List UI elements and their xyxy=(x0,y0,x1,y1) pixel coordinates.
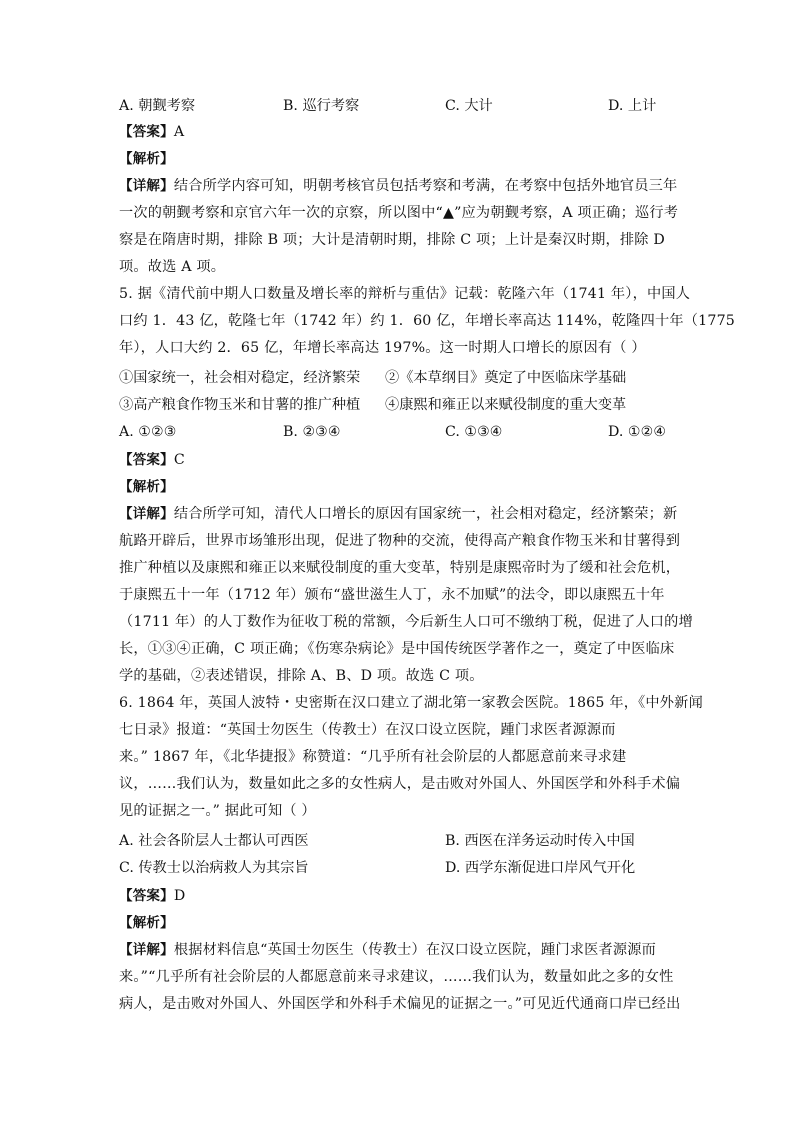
q5-detail-line: 航路开辟后，世界市场雏形出现，促进了物种的交流，使得高产粮食作物玉米和甘薯得到 xyxy=(119,533,681,549)
detail-tag: 【详解】 xyxy=(119,178,174,194)
q6-stem-line: 6. 1864 年，英国人波特・史密斯在汉口建立了湖北第一家教会医院。1865 年，《中外新闻 xyxy=(119,695,703,711)
q4-option-b: B. 巡行考察 xyxy=(283,98,360,114)
q5-stem-line: 5. 据《清代前中期人口数量及增长率的辩析与重估》记载：乾隆六年（1741 年），中国人 xyxy=(119,286,691,302)
answer-value: C xyxy=(173,452,185,468)
q5-detail-line: 推广种植以及康熙和雍正以来赋役制度的重大变革，特别是康熙帝时为了缓和社会危机， xyxy=(119,560,681,576)
q6-detail-line: 病人，是击败对外国人、外国医学和外科手术偏见的证据之一。”可见近代通商口岸已经出 xyxy=(119,996,681,1012)
q5-detail-line: 学的基础，②表述错误，排除 A、B、D 项。故选 C 项。 xyxy=(119,668,484,684)
q5-item-4: ④康熙和雍正以来赋役制度的重大变革 xyxy=(385,397,627,413)
q5-stem-line: 年），人口大约 2．65 亿，年增长率高达 197%。这一时期人口增长的原因有（ ） xyxy=(119,340,646,356)
q5-analysis xyxy=(119,478,679,496)
answer-tag: 【答案】 xyxy=(119,888,174,904)
q6-option-b: B. 西医在洋务运动时传入中国 xyxy=(445,833,635,849)
q5-stem-line: 口约 1．43 亿，乾隆七年（1742 年）约 1．60 亿，年增长率高达 114%，乾隆四十年（1775 xyxy=(119,313,736,329)
answer-value: D xyxy=(173,888,186,904)
answer-value: A xyxy=(173,124,185,140)
q5-detail-line: 长，①③④正确，C 项正确；《伤寒杂病论》是中国传统医学著作之一，奠定了中医临床 xyxy=(119,641,675,657)
q4-option-c: C. 大计 xyxy=(445,98,493,114)
q5-item-3: ③高产粮食作物玉米和甘薯的推广种植 xyxy=(119,397,361,413)
q6-option-c: C. 传教士以治病救人为其宗旨 xyxy=(119,860,309,876)
q6-option-a: A. 社会各阶层人士都认可西医 xyxy=(119,833,309,849)
q5-option-c: C. ①③④ xyxy=(445,424,503,440)
q4-option-a: A. 朝觐考察 xyxy=(119,98,196,114)
detail-text: 结合所学内容可知，明朝考核官员包括考察和考满，在考察中包括外地官员三年 xyxy=(173,178,678,194)
detail-tag: 【详解】 xyxy=(119,506,174,522)
detail-text: 结合所学可知，清代人口增长的原因有国家统一，社会相对稳定，经济繁荣；新 xyxy=(173,506,678,522)
q6-detail-line xyxy=(119,941,679,959)
q4-analysis xyxy=(119,150,679,168)
q4-detail-line: 项。故选 A 项。 xyxy=(119,259,226,275)
analysis-tag: 【解析】 xyxy=(119,151,174,167)
q5-detail-line: （1711 年）的人丁数作为征收丁税的常额，今后新生人口可不缴纳丁税，促进了人口的增 xyxy=(119,614,693,630)
detail-text: 根据材料信息“英国士勿医生（传教士）在汉口设立医院，踵门求医者源源而 xyxy=(173,942,657,958)
q6-detail-line: 来。”“几乎所有社会阶层的人都愿意前来寻求建议，……我们认为，数量如此之多的女性 xyxy=(119,969,674,985)
q6-stem-line: 来。” 1867 年，《北华捷报》称赞道：“几乎所有社会阶层的人都愿意前来寻求建 xyxy=(119,749,627,765)
q5-detail-line xyxy=(119,505,679,523)
q4-answer xyxy=(119,123,679,141)
analysis-tag: 【解析】 xyxy=(119,915,174,931)
q5-item-1: ①国家统一，社会相对稳定，经济繁荣 xyxy=(119,370,361,386)
q5-option-d: D. ①②④ xyxy=(608,424,667,440)
q4-detail-line: 察是在隋唐时期，排除 B 项；大计是清朝时期，排除 C 项；上计是秦汉时期，排除 D xyxy=(119,232,665,248)
q4-detail-line xyxy=(119,177,679,195)
q5-option-b: B. ②③④ xyxy=(283,424,341,440)
q6-option-d: D. 西学东渐促进口岸风气开化 xyxy=(445,860,636,876)
answer-tag: 【答案】 xyxy=(119,452,174,468)
q5-answer xyxy=(119,451,679,469)
q4-option-d: D. 上计 xyxy=(608,98,657,114)
detail-tag: 【详解】 xyxy=(119,942,174,958)
q6-answer xyxy=(119,887,679,905)
q6-analysis xyxy=(119,914,679,932)
q6-stem-line: 七日录》报道：“英国士勿医生（传教士）在汉口设立医院，踵门求医者源源而 xyxy=(119,722,616,738)
q4-detail-line: 一次的朝觐考察和京官六年一次的京察，所以图中“▲”应为朝觐考察，A 项正确；巡行考 xyxy=(119,205,679,221)
q5-option-a: A. ①②③ xyxy=(119,424,177,440)
q6-stem-line: 见的证据之一。” 据此可知（ ） xyxy=(119,803,316,819)
analysis-tag: 【解析】 xyxy=(119,479,174,495)
answer-tag: 【答案】 xyxy=(119,124,174,140)
q5-item-2: ②《本草纲目》奠定了中医临床学基础 xyxy=(385,370,627,386)
q5-detail-line: 于康熙五十一年（1712 年）颁布“盛世滋生人丁，永不加赋”的法令，即以康熙五十年 xyxy=(119,587,665,603)
q6-stem-line: 议，……我们认为，数量如此之多的女性病人，是击败对外国人、外国医学和外科手术偏 xyxy=(119,776,681,792)
